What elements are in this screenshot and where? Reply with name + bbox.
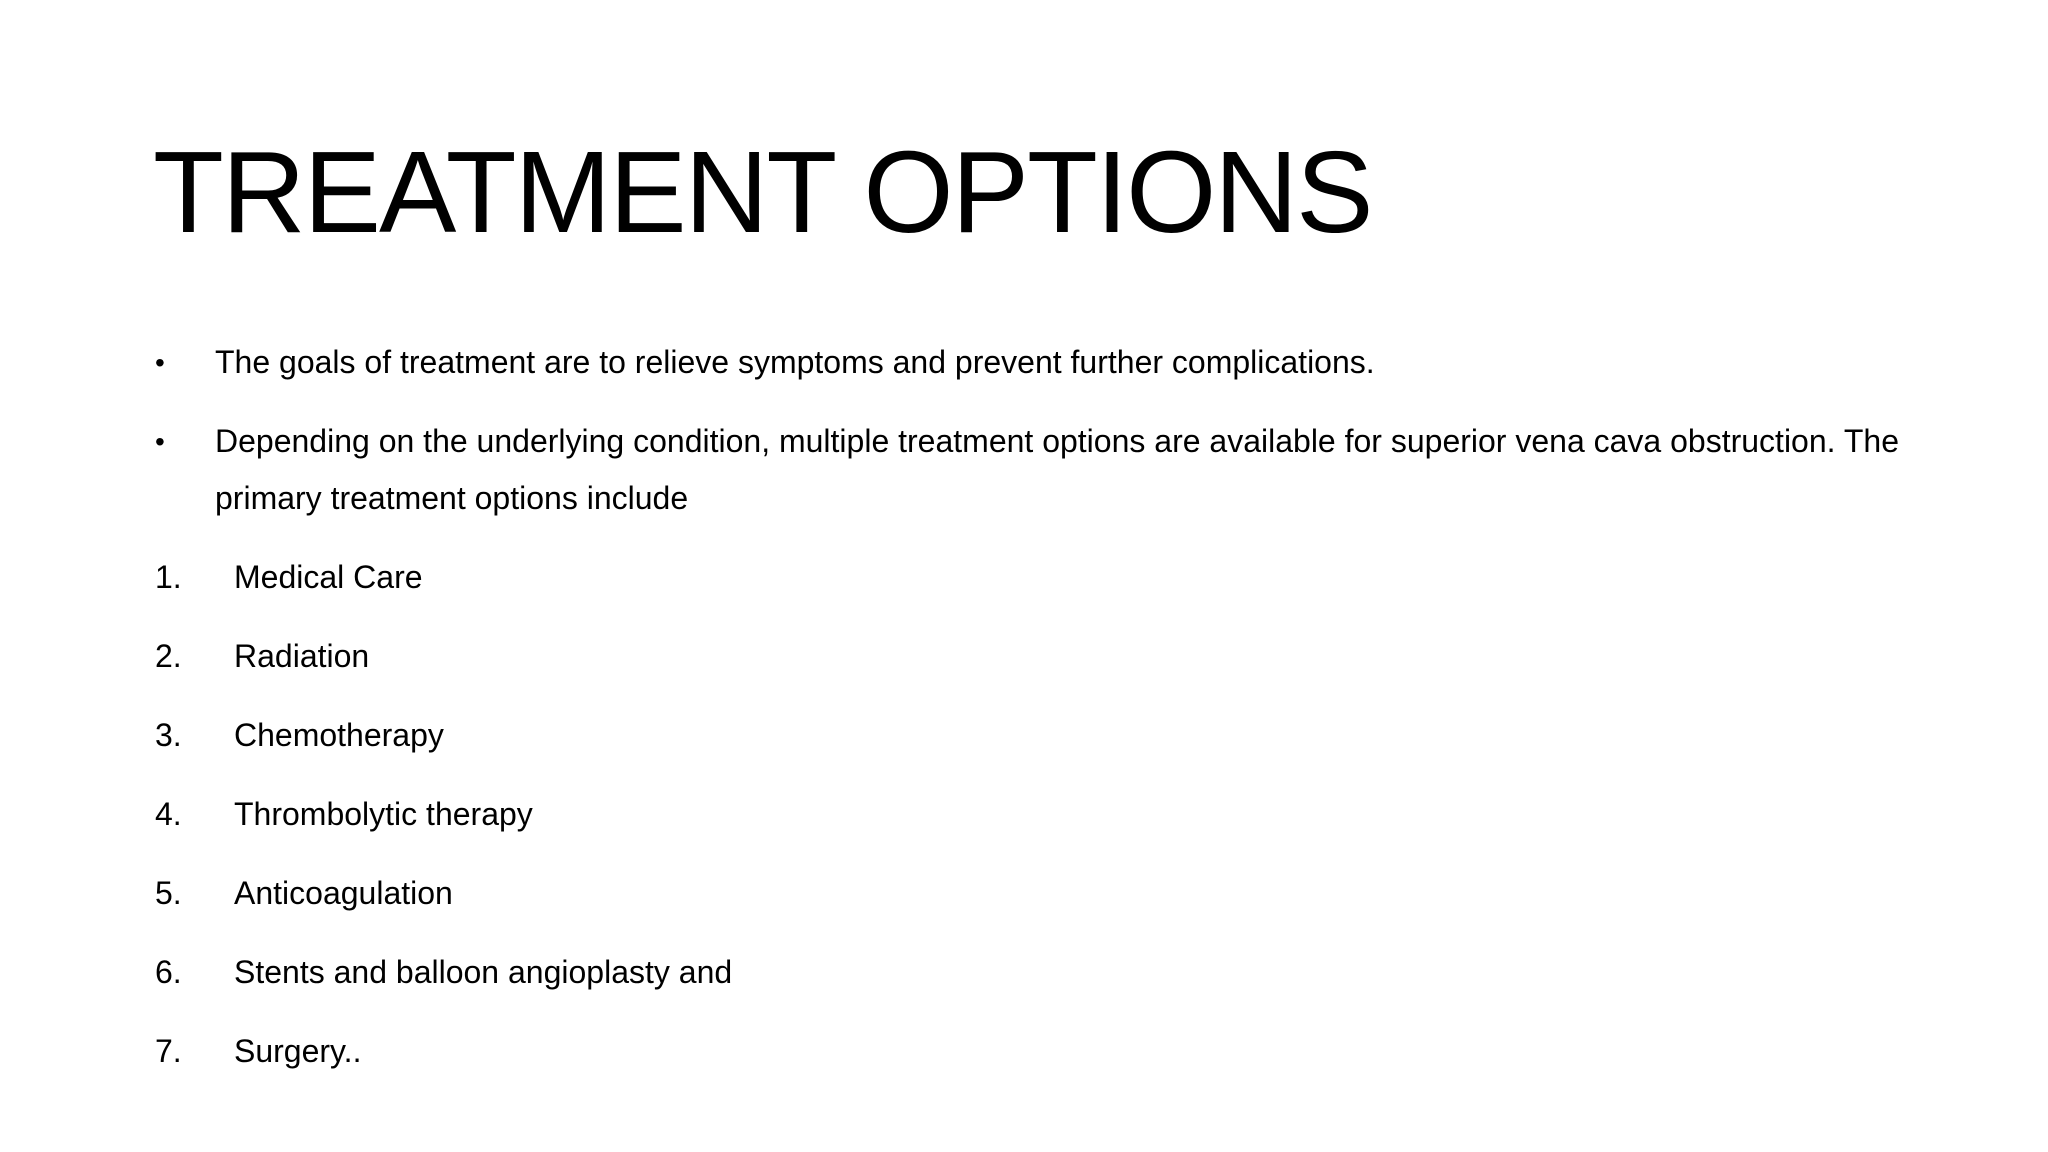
bullet-item <box>155 334 1915 391</box>
numbered-item <box>155 628 1915 685</box>
item-number: 7. <box>155 1033 182 1069</box>
numbered-item <box>155 865 1915 922</box>
item-number: 4. <box>155 796 182 832</box>
bullet-item <box>155 413 1915 527</box>
numbered-item <box>155 944 1915 1001</box>
numbered-item <box>155 707 1915 764</box>
bullet-icon: • <box>155 347 165 378</box>
bullet-icon: • <box>155 426 165 457</box>
item-text: Surgery.. <box>234 1033 362 1069</box>
item-text: Thrombolytic therapy <box>234 796 533 832</box>
slide-body <box>155 334 1915 1102</box>
item-text: Medical Care <box>234 559 423 595</box>
item-number: 1. <box>155 559 182 595</box>
item-text: Radiation <box>234 638 370 674</box>
item-number: 2. <box>155 638 182 674</box>
numbered-item <box>155 786 1915 843</box>
item-text: Chemotherapy <box>234 717 444 753</box>
item-text: Anticoagulation <box>234 875 453 911</box>
bullet-text: Depending on the underlying condition, multiple treatment options are available for superior vena cava obstruction. The primary treatment options include <box>215 423 1899 516</box>
item-number: 6. <box>155 954 182 990</box>
item-number: 5. <box>155 875 182 911</box>
item-text: Stents and balloon angioplasty and <box>234 954 733 990</box>
numbered-item <box>155 1023 1915 1080</box>
slide-title: TREATMENT OPTIONS <box>153 127 1372 257</box>
bullet-text: The goals of treatment are to relieve symptoms and prevent further complications. <box>215 344 1375 380</box>
item-number: 3. <box>155 717 182 753</box>
numbered-list <box>155 549 1915 1080</box>
numbered-item <box>155 549 1915 606</box>
